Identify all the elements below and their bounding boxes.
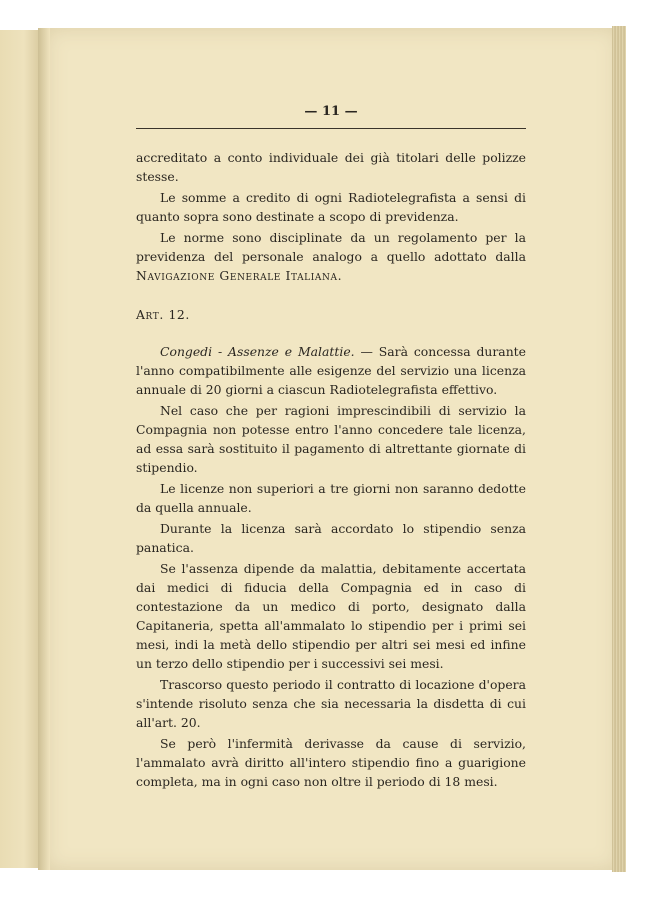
paragraph: Trascorso questo periodo il contratto di locazione d'opera s'intende risoluto senza che sia necessaria la disdetta di cui all'art. 20. (136, 677, 526, 730)
paragraph-text: Le norme sono disciplinate da un regolamento per la previdenza del personale analogo a quello adottato dalla (136, 230, 526, 264)
paragraph: Le licenze non superiori a tre giorni non saranno dedotte da quella annuale. (136, 481, 526, 515)
book-gutter (38, 28, 50, 870)
page-body (136, 148, 526, 793)
article-heading: Art. 12. (136, 307, 190, 322)
paragraph (136, 342, 526, 399)
paragraph: Se l'assenza dipende da malattia, debitamente accertata dai medici di fiducia della Compagnia ed in caso di contestazione da un medico di porto, designato dalla Capitaneria, spetta all'ammalato lo stipendio per i primi sei mesi, indi la metà dello stipendio per altri sei mesi ed infine un terzo dello stipendio per i successivi sei mesi. (136, 561, 526, 671)
left-page-edge (0, 30, 40, 868)
article-title: Congedi - Assenze e Malattie. (160, 344, 355, 359)
paragraph: Se però l'infermità derivasse da cause di servizio, l'ammalato avrà diritto all'intero stipendio fino a guarigione completa, ma in ogni caso non oltre il periodo di 18 mesi. (136, 736, 526, 789)
paragraph: accreditato a conto individuale dei già titolari delle polizze stesse. (136, 150, 526, 184)
paragraph: Le somme a credito di ogni Radiotelegrafista a sensi di quanto sopra sono destinate a scopo di previdenza. (136, 190, 526, 224)
paragraph (136, 228, 526, 285)
title-dash: — (354, 344, 379, 359)
header-rule (136, 128, 526, 129)
paragraph-text: Sarà concessa durante l'anno compatibilmente alle esigenze del servizio una licenza annuale di 20 giorni a ciascun Radiotelegrafista effettivo. (136, 344, 526, 397)
page-stack-edge (612, 26, 626, 872)
company-name: Navigazione Generale Italiana. (136, 268, 343, 283)
paragraph: Nel caso che per ragioni imprescindibili di servizio la Compagnia non potesse entro l'anno concedere tale licenza, ad essa sarà sostituito il pagamento di altrettante giornate di stipendio. (136, 403, 526, 475)
paragraph: Durante la licenza sarà accordato lo stipendio senza panatica. (136, 521, 526, 555)
page-number: — 11 — (304, 104, 358, 119)
